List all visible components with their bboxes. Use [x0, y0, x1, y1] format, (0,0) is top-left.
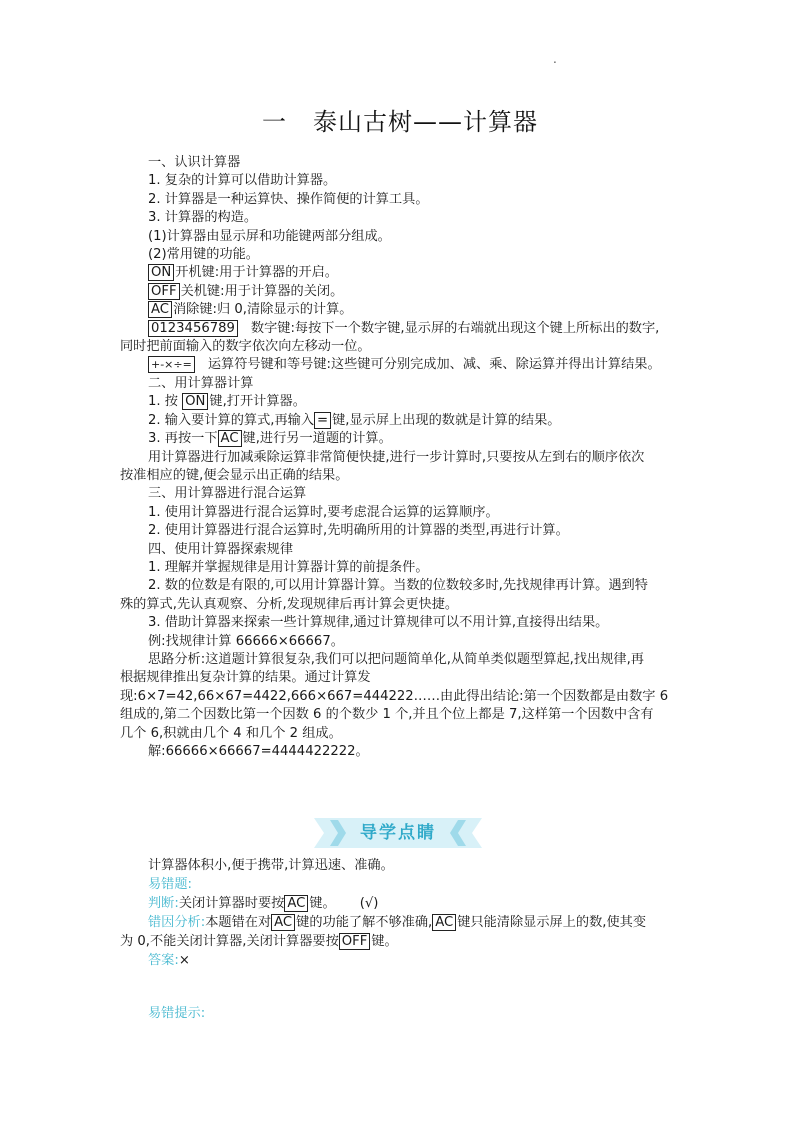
- reason-off-key: OFF: [339, 933, 371, 950]
- guide-banner: [308, 816, 488, 850]
- answer-line: [120, 951, 690, 970]
- s2-equals-key: =: [314, 412, 331, 429]
- off-key-desc: 关机键:用于计算器的关闭。: [180, 283, 344, 299]
- s4-line2b: 殊的算式,先认真观察、分析,发现规律后再计算会更快捷。: [120, 596, 459, 612]
- judge-ac-key: AC: [284, 895, 308, 912]
- s4-analysis-1: 思路分析:这道题计算很复杂,我们可以把问题简单化,从简单类似题型算起,找出规律,再: [148, 651, 644, 667]
- s2-step2: [120, 412, 690, 430]
- s2-ac-key: AC: [218, 430, 242, 447]
- reason2-post: 键。: [371, 934, 398, 949]
- s1-line4: (1)计算器由显示屏和功能键两部分组成。: [148, 228, 391, 244]
- judge-label: 判断:: [148, 896, 179, 911]
- section4-heading: 四、使用计算器探索规律: [148, 541, 294, 557]
- ac-key-desc: 消除键:归 0,清除显示的计算。: [173, 302, 353, 318]
- s1-line2: 2. 计算器是一种运算快、操作简便的计算工具。: [148, 191, 429, 207]
- s4-line3: 3. 借助计算器来探索一些计算规律,通过计算规律可以不用计算,直接得出结果。: [148, 615, 609, 631]
- reason-line: [120, 913, 690, 932]
- unit-number: 一: [262, 108, 287, 136]
- tip-section: [120, 1004, 690, 1023]
- digit-key-line: [120, 320, 690, 338]
- s2-step1-pre: 1. 按: [148, 394, 178, 410]
- digit-key-desc: 数字键:每按下一个数字键,显示屏的右端就出现这个键上所标出的数字,: [250, 320, 660, 336]
- judge-line: [120, 894, 690, 913]
- on-key-desc: 开机键:用于计算器的开启。: [175, 265, 338, 281]
- reason-post: 键只能清除显示屏上的数,使其变: [457, 915, 647, 930]
- judge-pre: 关闭计算器时要按: [178, 896, 285, 911]
- s4-example: 例:找规律计算 66666×66667。: [148, 633, 344, 649]
- digit-key-box: 0123456789: [148, 320, 238, 337]
- s2-para-2: 按准相应的键,便会显示出正确的结果。: [120, 467, 349, 483]
- off-key-line: [120, 283, 690, 301]
- off-key-box: OFF: [148, 283, 180, 300]
- guide-body: [120, 856, 690, 970]
- s4-analysis-3: 现:6×7=42,66×67=4422,666×667=444222……由此得出结论:第一个因数都是由数字 6: [120, 688, 669, 704]
- error-prone-label: 易错题:: [148, 877, 193, 892]
- on-key-box: ON: [148, 264, 174, 281]
- s1-line3: 3. 计算器的构造。: [148, 210, 258, 226]
- reason-mid: 键的功能了解不够准确,: [296, 915, 433, 930]
- s3-line1: 1. 使用计算器进行混合运算时,要考虑混合运算的运算顺序。: [148, 504, 499, 520]
- s4-analysis-4: 组成的,第二个因数比第一个因数 6 的个数少 1 个,并且个位上都是 7,这样第一个因数中含有: [120, 707, 654, 723]
- reason-line-2: [120, 932, 690, 951]
- reason-label: 错因分析:: [148, 915, 206, 930]
- reason-ac-key-1: AC: [271, 914, 295, 931]
- section1-heading: 一、认识计算器: [148, 155, 241, 170]
- corner-dot: .: [553, 52, 557, 66]
- judge-post: 键。: [309, 896, 336, 911]
- digit-key-desc-2: 同时把前面输入的数字依次向左移动一位。: [120, 339, 371, 355]
- s2-on-key: ON: [182, 393, 208, 410]
- s2-step1: [120, 393, 690, 411]
- content-body: [120, 154, 690, 761]
- s4-solution: 解:66666×66667=4444422222。: [148, 744, 369, 759]
- s4-analysis-2: 根据规律推出复杂计算的结果。通过计算发: [120, 670, 371, 686]
- s2-step3: [120, 430, 690, 448]
- page-title: [0, 102, 800, 137]
- answer-label: 答案:: [148, 953, 179, 968]
- reason-ac-key-2: AC: [432, 914, 456, 931]
- reason-pre: 本题错在对: [205, 915, 272, 930]
- section2-heading: 二、用计算器计算: [148, 375, 254, 391]
- unit-title: 泰山古树——计算器: [313, 108, 538, 136]
- reason2-pre: 为 0,不能关闭计算器,关闭计算器要按: [120, 934, 339, 949]
- judge-mark: (√): [359, 896, 379, 911]
- ops-key-desc: 运算符号键和等号键:这些键可分别完成加、减、乘、除运算并得出计算结果。: [207, 357, 661, 373]
- s3-line2: 2. 使用计算器进行混合运算时,先明确所用的计算器的类型,再进行计算。: [148, 523, 569, 539]
- s4-analysis-5: 几个 6,积就由几个 4 和几个 2 组成。: [120, 725, 342, 741]
- s4-line1: 1. 理解并掌握规律是用计算器计算的前提条件。: [148, 559, 429, 575]
- s2-step3-pre: 3. 再按一下: [148, 431, 218, 447]
- s4-line2a: 2. 数的位数是有限的,可以用计算器计算。当数的位数较多时,先找规律再计算。遇到特: [148, 578, 648, 594]
- s2-para-1: 用计算器进行加减乘除运算非常简便快捷,进行一步计算时,只要按从左到右的顺序依次: [148, 449, 645, 465]
- tip-label: 易错提示:: [148, 1006, 206, 1021]
- ac-key-box: AC: [148, 301, 172, 318]
- on-key-line: [120, 264, 690, 282]
- guide-banner-title: 导学点睛: [360, 823, 436, 843]
- s2-step2-post: 键,显示屏上出现的数就是计算的结果。: [332, 412, 561, 428]
- s2-step2-pre: 2. 输入要计算的算式,再输入: [148, 412, 315, 428]
- s1-line1: 1. 复杂的计算可以借助计算器。: [148, 173, 337, 189]
- s1-line5: (2)常用键的功能。: [148, 247, 259, 263]
- s2-step1-post: 键,打开计算器。: [209, 394, 306, 410]
- guide-line1: 计算器体积小,便于携带,计算迅速、准确。: [148, 858, 394, 873]
- ops-key-box: +-×÷=: [148, 356, 195, 373]
- ac-key-line: [120, 301, 690, 319]
- s2-step3-post: 键,进行另一道题的计算。: [242, 431, 392, 447]
- ops-key-line: [120, 356, 690, 374]
- answer-value: ×: [178, 953, 190, 968]
- section3-heading: 三、用计算器进行混合运算: [148, 486, 307, 502]
